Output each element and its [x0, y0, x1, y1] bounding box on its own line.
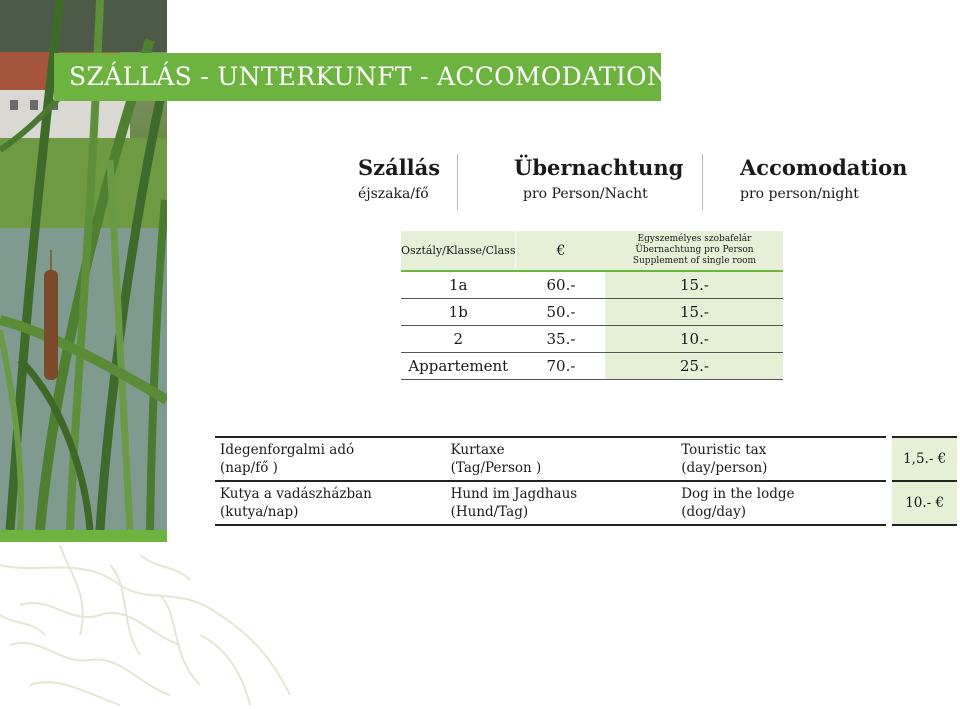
tax-en-cell — [676, 481, 889, 525]
table-row — [401, 299, 783, 326]
price-table — [401, 231, 783, 380]
title-band — [54, 53, 670, 101]
lang-de — [514, 155, 683, 202]
lang-en-sub: pro person/night — [740, 186, 859, 202]
tax-de-cell — [446, 437, 677, 481]
tax-value: 10.- € — [889, 481, 957, 525]
lang-hu-heading: Szállás — [358, 155, 441, 180]
tax-en-line1: Dog in the lodge — [681, 486, 795, 502]
tax-value: 1,5.- € — [889, 437, 957, 481]
class-cell: Appartement — [401, 353, 516, 380]
class-cell: 1a — [401, 271, 516, 299]
lang-de-sub: pro Person/Nacht — [523, 186, 648, 202]
lang-de-heading: Übernachtung — [514, 155, 684, 180]
page-title: SZÁLLÁS - UNTERKUNFT - ACCOMODATION — [69, 62, 670, 91]
class-cell: 1b — [401, 299, 516, 326]
lang-hu — [358, 155, 440, 202]
price-cell: 50.- — [516, 299, 606, 326]
supplement-cell: 15.- — [605, 299, 783, 326]
tax-hu-cell — [215, 481, 446, 525]
supplement-cell: 15.- — [605, 271, 783, 299]
tax-de-line2: (Hund/Tag) — [450, 504, 529, 520]
price-cell: 60.- — [516, 271, 606, 299]
tax-de-line1: Hund im Jagdhaus — [450, 486, 578, 502]
price-cell: 35.- — [516, 326, 606, 353]
supplement-header-en: Supplement of single room — [632, 256, 757, 266]
tax-de-line2: (Tag/Person ) — [450, 460, 542, 476]
divider — [702, 154, 703, 210]
tax-en-line2: (day/person) — [681, 460, 768, 476]
table-row — [401, 326, 783, 353]
tax-hu-cell — [215, 437, 446, 481]
table-row — [401, 353, 783, 380]
price-cell: 70.- — [516, 353, 606, 380]
photo-accent-bar — [0, 530, 167, 542]
tax-hu-line1: Kutya a vadászházban — [220, 486, 372, 502]
tax-de-line1: Kurtaxe — [450, 442, 505, 458]
tax-hu-line1: Idegenforgalmi adó — [220, 442, 355, 458]
class-header: Osztály/Klasse/Class — [401, 231, 516, 271]
tax-en-line2: (dog/day) — [681, 504, 746, 520]
table-row — [401, 271, 783, 299]
supplement-cell: 25.- — [605, 353, 783, 380]
tax-en-cell — [676, 437, 889, 481]
lang-en — [740, 155, 907, 202]
supplement-cell: 10.- — [605, 326, 783, 353]
tax-hu-line2: (nap/fő ) — [220, 460, 278, 476]
currency-header: € — [516, 231, 606, 271]
supplement-header-de: Übernachtung pro Person — [635, 245, 754, 255]
tax-row — [215, 481, 957, 525]
tax-hu-line2: (kutya/nap) — [220, 504, 299, 520]
tax-row — [215, 437, 957, 481]
leaf-decoration — [0, 545, 300, 709]
lang-en-heading: Accomodation — [740, 155, 908, 180]
tax-de-cell — [446, 481, 677, 525]
class-cell: 2 — [401, 326, 516, 353]
supplement-header-hu: Egyszemélyes szobafelár — [637, 234, 752, 244]
tax-table — [215, 436, 957, 526]
supplement-header — [605, 231, 783, 271]
divider — [457, 154, 458, 210]
price-table-header — [401, 231, 783, 271]
tax-en-line1: Touristic tax — [681, 442, 767, 458]
lang-hu-sub: éjszaka/fő — [358, 186, 429, 202]
